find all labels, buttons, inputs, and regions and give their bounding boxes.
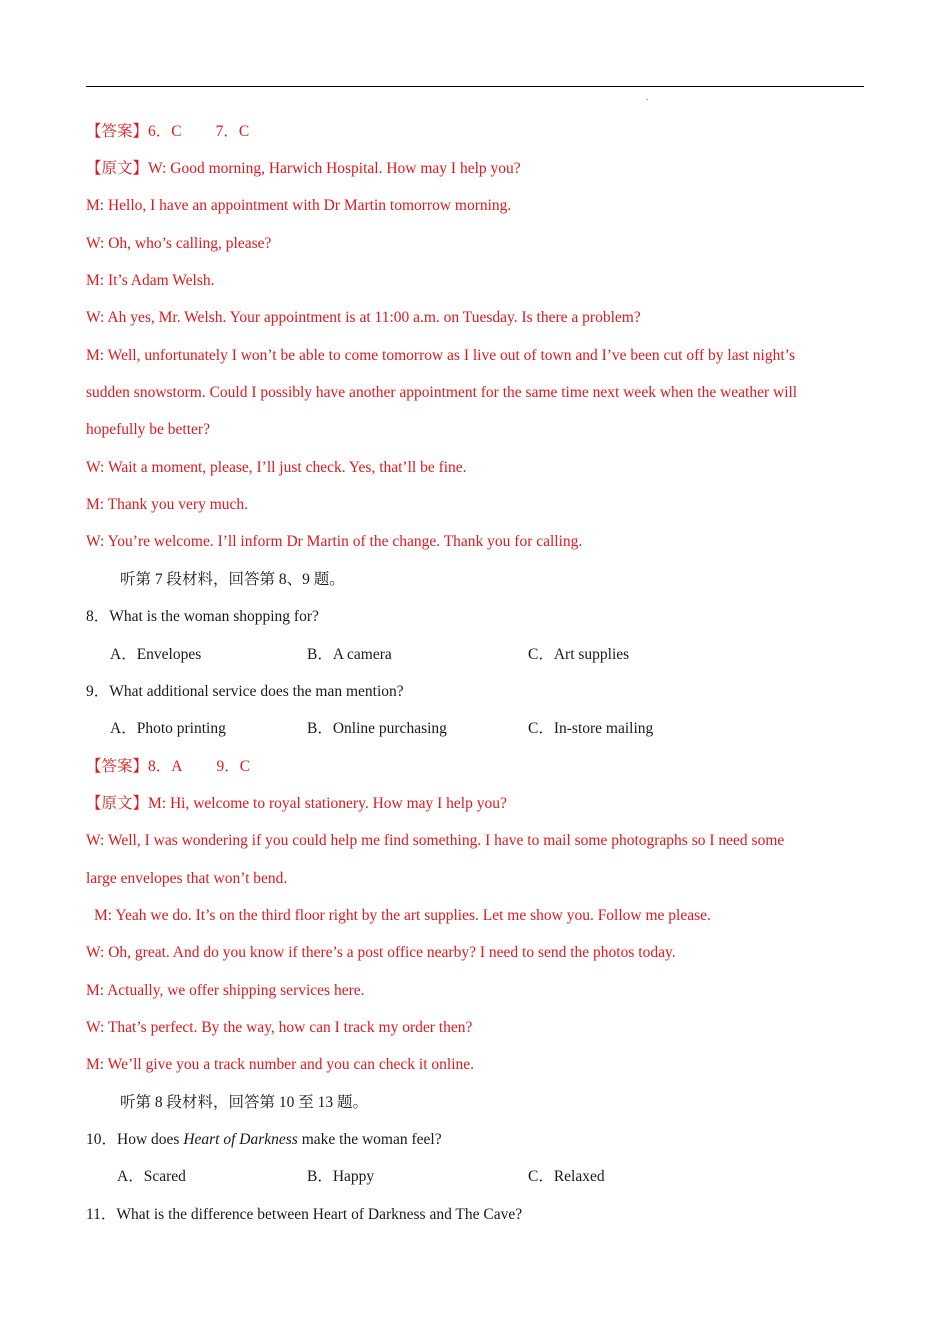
transcript-line: M: We’ll give you a track number and you can check it online. — [86, 1056, 474, 1073]
answer-8: 8．A — [148, 758, 183, 775]
option-9a: A．Photo printing — [110, 720, 226, 737]
transcript-line: M: Hello, I have an appointment with Dr Martin tomorrow morning. — [86, 197, 512, 214]
option-9c: C．In-store mailing — [528, 720, 654, 737]
transcript-line: M: Actually, we offer shipping services here. — [86, 982, 365, 999]
transcript-line: M: It’s Adam Welsh. — [86, 272, 215, 289]
answer-7: 7．C — [215, 123, 250, 140]
transcript-line: 【原文】W: Good morning, Harwich Hospital. How may I help you? — [86, 160, 521, 177]
section-instruction: 听第 7 段材料，回答第 8、9 题。 — [120, 571, 345, 588]
transcript-line: M: Well, unfortunately I won’t be able to come tomorrow as I live out of town and I’ve been cut off by last night’s — [86, 347, 796, 364]
section-instruction: 听第 8 段材料，回答第 10 至 13 题。 — [120, 1094, 369, 1111]
answer-tag: 【答案】 — [86, 123, 149, 140]
transcript-line: M: Thank you very much. — [86, 496, 249, 513]
transcript-line: W: Oh, great. And do you know if there’s a post office nearby? I need to send the photos today. — [86, 944, 676, 961]
option-10c: C．Relaxed — [528, 1168, 605, 1185]
answer-6: 6．C — [148, 123, 182, 140]
transcript-line: W: Well, I was wondering if you could help me find something. I have to mail some photographs so I need some — [86, 832, 785, 849]
header-dot: . — [646, 92, 649, 102]
header-rule — [86, 86, 864, 87]
question-10: 10．How does Heart of Darkness make the woman feel? — [86, 1131, 442, 1148]
option-9b: B．Online purchasing — [307, 720, 447, 737]
transcript-tag: 【原文】 — [86, 160, 149, 177]
transcript-tag: 【原文】 — [86, 795, 149, 812]
transcript-line: W: You’re welcome. I’ll inform Dr Martin of the change. Thank you for calling. — [86, 533, 583, 550]
option-8c: C．Art supplies — [528, 646, 630, 663]
answer-9: 9．C — [216, 758, 251, 775]
book-title: Heart of Darkness — [183, 1131, 298, 1148]
transcript-line: W: That’s perfect. By the way, how can I track my order then? — [86, 1019, 473, 1036]
answer-line-8-9 — [86, 757, 250, 777]
transcript-line: W: Ah yes, Mr. Welsh. Your appointment is at 11:00 a.m. on Tuesday. Is there a problem? — [86, 309, 641, 326]
question-9: 9．What additional service does the man mention? — [86, 683, 404, 700]
option-10b: B．Happy — [307, 1168, 375, 1185]
option-10a: A．Scared — [117, 1168, 186, 1185]
option-8b: B．A camera — [307, 646, 392, 663]
answer-line-6-7 — [86, 122, 249, 142]
transcript-line: W: Oh, who’s calling, please? — [86, 235, 272, 252]
transcript-line: hopefully be better? — [86, 421, 210, 438]
transcript-line: sudden snowstorm. Could I possibly have another appointment for the same time next week when the weather will — [86, 384, 798, 401]
question-8: 8．What is the woman shopping for? — [86, 608, 319, 625]
transcript-line: large envelopes that won’t bend. — [86, 870, 288, 887]
question-11: 11．What is the difference between Heart of Darkness and The Cave? — [86, 1206, 523, 1223]
answer-tag: 【答案】 — [86, 758, 149, 775]
transcript-line: W: Wait a moment, please, I’ll just check. Yes, that’ll be fine. — [86, 459, 467, 476]
transcript-line: 【原文】M: Hi, welcome to royal stationery. How may I help you? — [86, 795, 507, 812]
transcript-line: M: Yeah we do. It’s on the third floor right by the art supplies. Let me show you. Follow me please. — [94, 907, 711, 924]
option-8a: A．Envelopes — [110, 646, 202, 663]
